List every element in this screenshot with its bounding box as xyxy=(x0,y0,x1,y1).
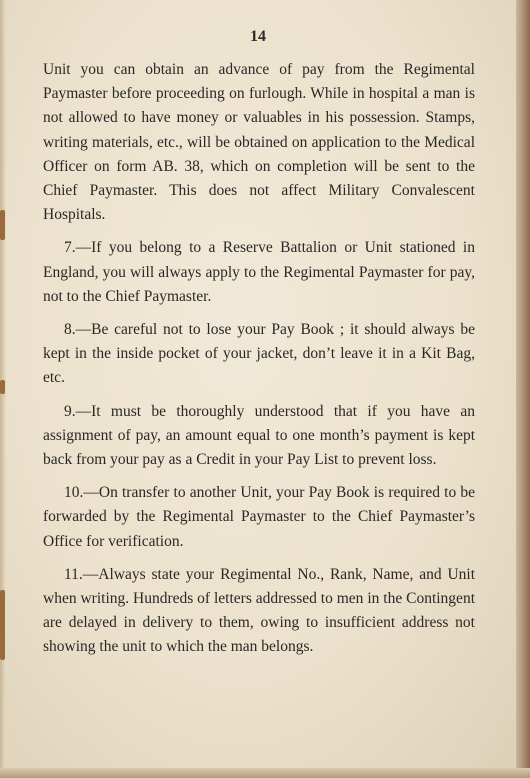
paragraph-10: 10.—On transfer to another Unit, your Pay Book is required to be forwarded by the Regimental Paymaster to the Chief Paymaster’s Office for verification. xyxy=(43,484,475,550)
page-right-edge xyxy=(516,0,530,778)
paragraph-9: 9.—It must be thoroughly understood that if you have an assignment of pay, an amount equal to one month’s payment is kept back from your pay as a Credit in your Pay List to prevent loss. xyxy=(43,402,475,469)
page-body xyxy=(43,58,475,660)
paragraph-11: 11.—Always state your Regimental No., Rank, Name, and Unit when writing. Hundreds of letters addressed to men in the Contingent are delayed in delivery to them, owing to insufficient address not showing the unit to which the man belongs. xyxy=(43,565,475,656)
binding-mark xyxy=(0,590,5,660)
paragraph-7: 7.—If you belong to a Reserve Battalion or Unit stationed in England, you will always apply to the Regimental Paymaster for pay, not to the Chief Paymaster. xyxy=(43,239,475,305)
binding-mark xyxy=(0,380,5,394)
paragraph-8: 8.—Be careful not to lose your Pay Book ; it should always be kept in the inside pocket of your jacket, don’t leave it in a Kit Bag, etc. xyxy=(43,321,475,387)
page-bottom-edge xyxy=(0,768,530,778)
page-number: 14 xyxy=(250,28,266,45)
paragraph-continuation: Unit you can obtain an advance of pay from the Regimental Paymaster before proceeding on furlough. While in hospital a man is not allowed to have money or valuables in his possession. Stamps, writing materials, etc., will be obtained on application to the Medical Officer on form AB. 38, which on completion will be sent to the Chief Paymaster. This does not affect Military Convalescent Hospitals. xyxy=(43,61,475,224)
binding-mark xyxy=(0,210,5,240)
